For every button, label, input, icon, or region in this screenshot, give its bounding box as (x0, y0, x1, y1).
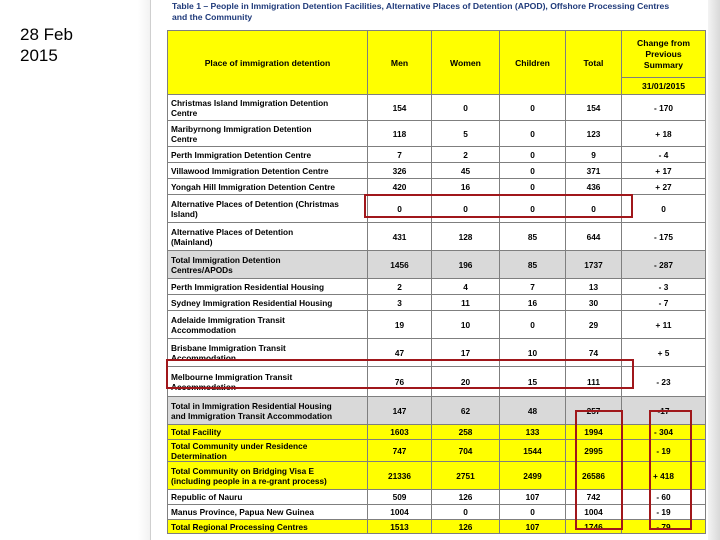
row-change-cell: - 19 (622, 440, 706, 462)
row-place-name: Perth Immigration Residential Housing (171, 281, 325, 292)
row-children-cell: 85 (500, 251, 566, 279)
table-row (168, 425, 706, 440)
row-change-cell: - 23 (622, 367, 706, 397)
row-change-cell: + 18 (622, 121, 706, 147)
detention-table (167, 30, 706, 534)
row-men-cell: 1456 (368, 251, 432, 279)
row-change-cell: - 19 (622, 505, 706, 520)
row-total-cell: 9 (566, 147, 622, 163)
row-men-cell: 2 (368, 279, 432, 295)
row-place-name-cont: Accommodation (171, 381, 236, 392)
row-men-cell: 47 (368, 339, 432, 367)
table-row (168, 163, 706, 179)
row-total-cell: 29 (566, 311, 622, 339)
row-men-cell: 1004 (368, 505, 432, 520)
row-place-cell (168, 505, 368, 520)
row-children-cell: 48 (500, 397, 566, 425)
table-row (168, 440, 706, 462)
table-row (168, 251, 706, 279)
row-children-cell: 15 (500, 367, 566, 397)
table-row (168, 223, 706, 251)
header-place: Place of immigration detention (168, 31, 368, 95)
table-row (168, 339, 706, 367)
row-women-cell: 2751 (432, 462, 500, 490)
row-children-cell: 2499 (500, 462, 566, 490)
header-change (622, 31, 706, 95)
header-men: Men (368, 31, 432, 95)
row-place-name-cont: Centres/APODs (171, 264, 233, 275)
row-women-cell: 0 (432, 505, 500, 520)
row-total-cell: 0 (566, 195, 622, 223)
row-children-cell: 0 (500, 163, 566, 179)
row-place-name: Melbourne Immigration Transit (171, 371, 293, 382)
table-row (168, 147, 706, 163)
table-row (168, 279, 706, 295)
row-place-name: Yongah Hill Immigration Detention Centre (171, 181, 335, 192)
row-total-cell: 257 (566, 397, 622, 425)
table-row (168, 490, 706, 505)
row-women-cell: 258 (432, 425, 500, 440)
row-men-cell: 147 (368, 397, 432, 425)
row-change-cell: - 79 (622, 520, 706, 534)
document-title (172, 1, 702, 23)
row-place-cell (168, 121, 368, 147)
row-children-cell: 85 (500, 223, 566, 251)
row-women-cell: 128 (432, 223, 500, 251)
row-place-name: Alternative Places of Detention (Christmas (171, 198, 339, 209)
row-children-cell: 0 (500, 179, 566, 195)
row-women-cell: 126 (432, 490, 500, 505)
row-place-name-cont: Accommodation (171, 324, 236, 335)
row-women-cell: 4 (432, 279, 500, 295)
table-row (168, 295, 706, 311)
slide-date (20, 24, 130, 66)
row-change-cell: - 4 (622, 147, 706, 163)
header-change-line1: Change from (637, 37, 690, 48)
row-women-cell: 196 (432, 251, 500, 279)
row-total-cell: 13 (566, 279, 622, 295)
row-place-cell (168, 147, 368, 163)
row-place-cell (168, 223, 368, 251)
row-place-cell (168, 440, 368, 462)
row-place-cell (168, 179, 368, 195)
row-change-cell: 0 (622, 195, 706, 223)
table-row (168, 195, 706, 223)
row-men-cell: 76 (368, 367, 432, 397)
slide-date-line2: 2015 (20, 46, 58, 65)
row-men-cell: 0 (368, 195, 432, 223)
row-women-cell: 2 (432, 147, 500, 163)
table-row (168, 462, 706, 490)
row-change-cell: + 418 (622, 462, 706, 490)
row-place-name-cont: Centre (171, 133, 198, 144)
row-children-cell: 133 (500, 425, 566, 440)
row-place-cell (168, 520, 368, 534)
row-children-cell: 16 (500, 295, 566, 311)
row-place-name: Total Facility (171, 427, 222, 437)
row-children-cell: 0 (500, 121, 566, 147)
header-change-line2: Previous (645, 48, 682, 59)
row-place-cell (168, 251, 368, 279)
row-total-cell: 742 (566, 490, 622, 505)
row-children-cell: 107 (500, 490, 566, 505)
row-place-cell (168, 311, 368, 339)
row-total-cell: 436 (566, 179, 622, 195)
row-total-cell: 111 (566, 367, 622, 397)
slide-background (0, 0, 150, 540)
row-men-cell: 3 (368, 295, 432, 311)
row-women-cell: 45 (432, 163, 500, 179)
row-men-cell: 509 (368, 490, 432, 505)
row-change-cell: - 170 (622, 95, 706, 121)
row-place-cell (168, 279, 368, 295)
row-women-cell: 0 (432, 95, 500, 121)
row-change-cell: + 27 (622, 179, 706, 195)
row-place-name: Maribyrnong Immigration Detention (171, 123, 312, 134)
row-place-cell (168, 95, 368, 121)
row-place-name-cont: Island) (171, 208, 198, 219)
document-title-line2: and the Community (172, 12, 253, 22)
slide-edge (708, 0, 720, 540)
row-men-cell: 326 (368, 163, 432, 179)
row-place-name: Total in Immigration Residential Housing (171, 400, 332, 411)
row-change-cell: - 7 (622, 295, 706, 311)
row-total-cell: 1004 (566, 505, 622, 520)
row-place-name: Villawood Immigration Detention Centre (171, 165, 329, 176)
header-women: Women (432, 31, 500, 95)
row-place-cell (168, 295, 368, 311)
row-women-cell: 17 (432, 339, 500, 367)
row-place-name: Republic of Nauru (171, 492, 243, 502)
row-place-cell (168, 163, 368, 179)
slide-date-line1: 28 Feb (20, 25, 73, 44)
row-women-cell: 11 (432, 295, 500, 311)
row-total-cell: 1746 (566, 520, 622, 534)
row-children-cell: 7 (500, 279, 566, 295)
row-children-cell: 0 (500, 311, 566, 339)
row-place-name: Adelaide Immigration Transit (171, 314, 285, 325)
row-total-cell: 1737 (566, 251, 622, 279)
row-women-cell: 5 (432, 121, 500, 147)
row-change-cell: - 304 (622, 425, 706, 440)
row-place-name-cont: Centre (171, 107, 198, 118)
header-change-date: 31/01/2015 (641, 81, 685, 91)
row-total-cell: 1994 (566, 425, 622, 440)
row-total-cell: 154 (566, 95, 622, 121)
row-place-cell (168, 195, 368, 223)
row-men-cell: 1603 (368, 425, 432, 440)
row-place-name: Total Regional Processing Centres (171, 521, 308, 532)
row-total-cell: 2995 (566, 440, 622, 462)
row-women-cell: 20 (432, 367, 500, 397)
row-men-cell: 431 (368, 223, 432, 251)
row-total-cell: 30 (566, 295, 622, 311)
row-men-cell: 19 (368, 311, 432, 339)
table-row (168, 397, 706, 425)
row-change-cell: - 287 (622, 251, 706, 279)
row-place-cell (168, 397, 368, 425)
row-place-name: Christmas Island Immigration Detention (171, 97, 329, 108)
row-place-name: Total Community under Residence (171, 440, 308, 451)
row-total-cell: 74 (566, 339, 622, 367)
row-total-cell: 26586 (566, 462, 622, 490)
table-row (168, 505, 706, 520)
row-total-cell: 644 (566, 223, 622, 251)
row-children-cell: 0 (500, 95, 566, 121)
header-total: Total (566, 31, 622, 95)
row-place-name: Total Immigration Detention (171, 254, 281, 265)
row-place-name: Brisbane Immigration Transit (171, 342, 286, 353)
row-place-name: Sydney Immigration Residential Housing (171, 297, 333, 308)
row-women-cell: 62 (432, 397, 500, 425)
header-children: Children (500, 31, 566, 95)
table-row (168, 179, 706, 195)
row-place-cell (168, 425, 368, 440)
row-total-cell: 371 (566, 163, 622, 179)
row-change-cell: -17 (622, 397, 706, 425)
row-children-cell: 0 (500, 505, 566, 520)
row-place-name: Manus Province, Papua New Guinea (171, 507, 314, 517)
row-change-cell: + 17 (622, 163, 706, 179)
row-women-cell: 126 (432, 520, 500, 534)
row-place-name: Alternative Places of Detention (171, 226, 294, 237)
row-place-cell (168, 367, 368, 397)
table-row (168, 95, 706, 121)
row-women-cell: 704 (432, 440, 500, 462)
row-change-cell: - 175 (622, 223, 706, 251)
row-place-cell (168, 462, 368, 490)
row-children-cell: 107 (500, 520, 566, 534)
row-change-cell: + 11 (622, 311, 706, 339)
row-place-cell (168, 490, 368, 505)
row-change-cell: + 5 (622, 339, 706, 367)
table-row (168, 520, 706, 534)
row-place-name-cont: Accommodation (171, 352, 236, 363)
document-title-line1: Table 1 – People in Immigration Detention Facilities, Alternative Places of Detention (APOD), Offshore Processing Centres (172, 1, 670, 11)
row-total-cell: 123 (566, 121, 622, 147)
row-children-cell: 0 (500, 195, 566, 223)
row-men-cell: 154 (368, 95, 432, 121)
row-place-name: Perth Immigration Detention Centre (171, 149, 312, 160)
row-children-cell: 1544 (500, 440, 566, 462)
header-change-line3: Summary (643, 59, 684, 70)
row-women-cell: 0 (432, 195, 500, 223)
row-men-cell: 1513 (368, 520, 432, 534)
row-women-cell: 16 (432, 179, 500, 195)
row-men-cell: 118 (368, 121, 432, 147)
row-place-cell (168, 339, 368, 367)
row-men-cell: 7 (368, 147, 432, 163)
row-children-cell: 10 (500, 339, 566, 367)
row-place-name: Total Community on Bridging Visa E (171, 465, 315, 476)
row-place-name-cont: and Immigration Transit Accommodation (171, 410, 333, 421)
row-change-cell: - 60 (622, 490, 706, 505)
table-header-row (168, 31, 706, 95)
row-children-cell: 0 (500, 147, 566, 163)
row-men-cell: 420 (368, 179, 432, 195)
table-row (168, 311, 706, 339)
row-change-cell: - 3 (622, 279, 706, 295)
table-row (168, 367, 706, 397)
row-men-cell: 21336 (368, 462, 432, 490)
row-place-name-cont: Determination (171, 450, 227, 461)
row-men-cell: 747 (368, 440, 432, 462)
table-row (168, 121, 706, 147)
row-place-name-cont: (including people in a re-grant process) (171, 475, 327, 486)
row-place-name-cont: (Mainland) (171, 236, 213, 247)
row-women-cell: 10 (432, 311, 500, 339)
